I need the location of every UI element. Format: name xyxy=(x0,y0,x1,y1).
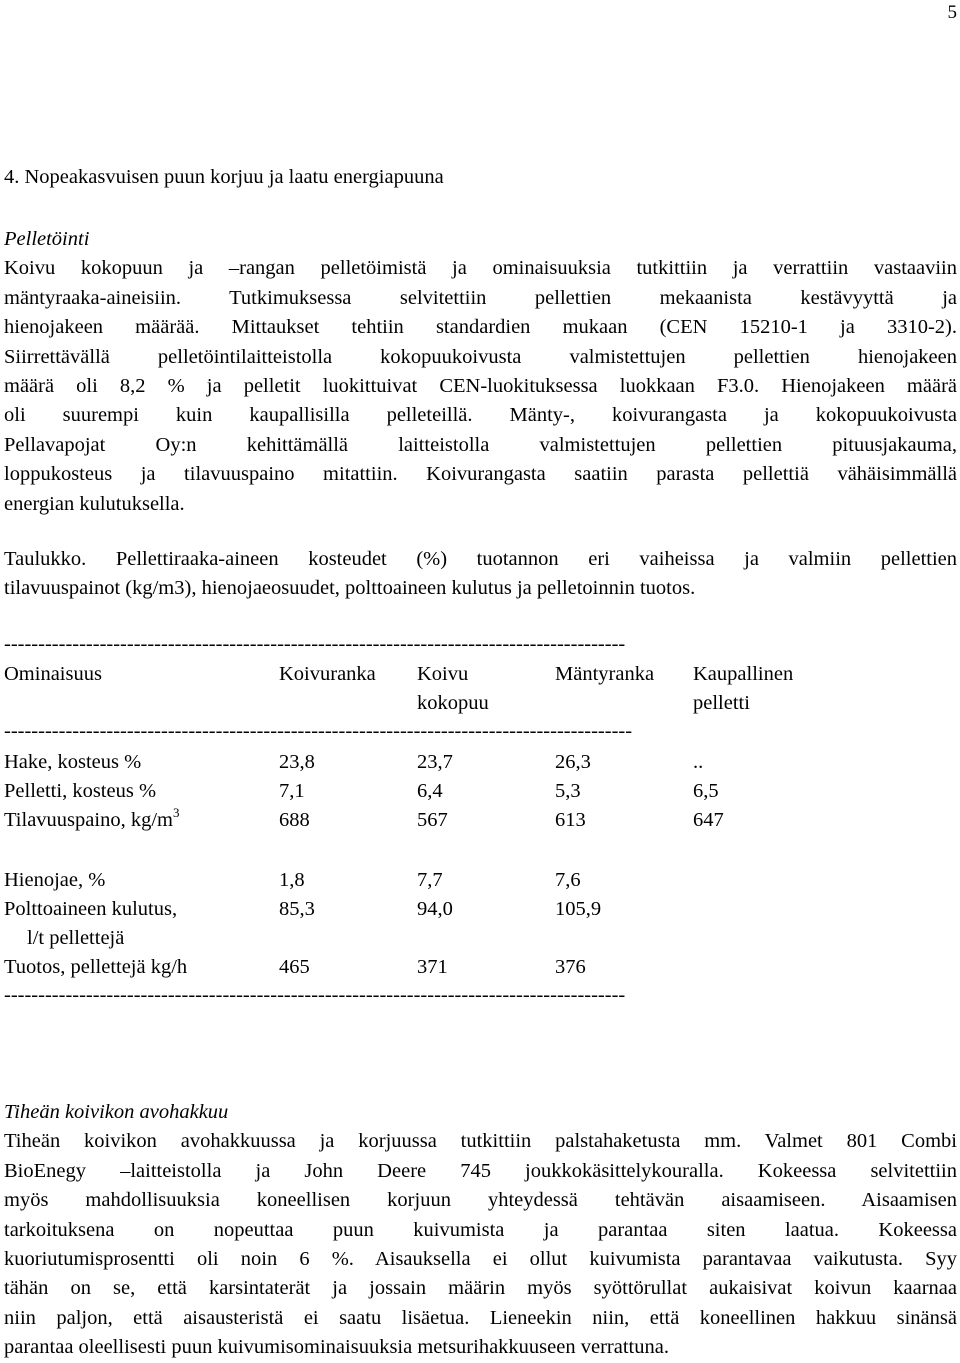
cell-mantyranka: 26,3 xyxy=(555,751,591,773)
header-koivuranka: Koivuranka xyxy=(279,663,376,685)
section-avohakkuu xyxy=(4,1098,957,1363)
table-rule-top: ------------------------------------------------------------------------------------------- xyxy=(4,633,626,655)
cell-mantyranka: 7,6 xyxy=(555,869,581,891)
paragraph-line: tarkoituksena on nopeuttaa puun kuivumista ja parantaa siten laatua. Kokeessa xyxy=(4,1218,957,1241)
paragraph-line: Tiheän koivikon avohakkuussa ja korjuussa tutkittiin palstahaketusta mm. Valmet 801 Combi xyxy=(4,1130,957,1153)
table-row xyxy=(4,866,944,895)
superscript-3: 3 xyxy=(172,805,180,820)
cell-kaupallinen: 647 xyxy=(693,809,724,831)
header-kaupallinen: Kaupallinen xyxy=(693,663,794,685)
cell-kaupallinen: .. xyxy=(693,751,704,773)
page-number: 5 xyxy=(947,2,957,23)
cell-mantyranka: 613 xyxy=(555,809,586,831)
subsection-title: Tiheän koivikon avohakkuu xyxy=(4,1101,229,1123)
paragraph-line: oli suurempi kuin kaupallisilla pelleteillä. Mänty-, koivurangasta ja kokopuukoivusta xyxy=(4,404,957,427)
row-label: Hienojae, % xyxy=(4,869,106,891)
paragraph-line: Koivu kokopuun ja –rangan pelletöimistä ja ominaisuuksia tutkittiin ja verrattiin vastaaviin xyxy=(4,257,957,280)
table-row xyxy=(4,953,944,982)
caption-line: tilavuuspainot (kg/m3), hienojaeosuudet, polttoaineen kulutus ja pelletoinnin tuotos. xyxy=(4,577,696,600)
row-label-text: Tilavuuspaino, kg/m xyxy=(4,809,173,831)
paragraph-line: hienojakeen määrää. Mittaukset tehtiin standardien mukaan (CEN 15210-1 ja 3310-2). xyxy=(4,316,957,339)
cell-koivuranka: 23,8 xyxy=(279,751,315,773)
cell-kaupallinen: 6,5 xyxy=(693,780,719,802)
paragraph-line: BioEnegy –laitteistolla ja John Deere 745 joukkokäsittelykouralla. Kokeessa selvitettiin xyxy=(4,1159,957,1182)
paragraph-line: tähän on se, että karsintaterät ja jossain määrin myös syöttörullat aukaisivat koivun kaarnaa xyxy=(4,1277,957,1300)
header-mantyranka: Mäntyranka xyxy=(555,663,655,685)
table-row-continuation xyxy=(4,924,944,953)
table-header-row xyxy=(4,660,944,689)
cell-koivuranka: 85,3 xyxy=(279,898,315,920)
row-label xyxy=(4,806,179,835)
row-label: Polttoaineen kulutus, xyxy=(4,898,178,920)
header-pelletti: pelletti xyxy=(693,692,750,714)
table-row xyxy=(4,806,944,835)
paragraph-line: Pellavapojat Oy:n kehittämällä laitteistolla valmistettujen pellettien pituusjakauma, xyxy=(4,433,957,456)
section-pelletointi xyxy=(4,225,957,519)
subsection-title: Pelletöinti xyxy=(4,228,90,250)
cell-mantyranka: 376 xyxy=(555,956,586,978)
cell-koivuranka: 1,8 xyxy=(279,869,305,891)
row-label: Tuotos, pellettejä kg/h xyxy=(4,956,188,978)
table-row xyxy=(4,777,944,806)
caption-line: Taulukko. Pellettiraaka-aineen kosteudet (%) tuotannon eri vaiheissa ja valmiin pellettien xyxy=(4,548,957,570)
cell-koivu-kokopuu: 94,0 xyxy=(417,898,453,920)
table-rule-bottom: ------------------------------------------------------------------------------------------- xyxy=(4,984,626,1006)
cell-koivuranka: 688 xyxy=(279,809,310,831)
paragraph-line: kuoriutumisprosentti oli noin 6 %. Aisauksella ei ollut kuivumista parantavaa vaikutusta. Syy xyxy=(4,1247,957,1270)
row-label-continuation: l/t pellettejä xyxy=(27,927,125,949)
table-caption xyxy=(4,545,957,604)
cell-koivu-kokopuu: 6,4 xyxy=(417,780,443,802)
header-kokopuu: kokopuu xyxy=(417,692,489,714)
paragraph-line: myös mahdollisuuksia koneellisen korjuun yhteydessä tehtävän aisaamiseen. Aisaamisen xyxy=(4,1189,957,1212)
cell-koivuranka: 465 xyxy=(279,956,310,978)
header-koivu: Koivu xyxy=(417,663,469,685)
table-row xyxy=(4,895,944,924)
header-ominaisuus: Ominaisuus xyxy=(4,663,102,685)
cell-koivu-kokopuu: 567 xyxy=(417,809,448,831)
cell-koivuranka: 7,1 xyxy=(279,780,305,802)
cell-mantyranka: 105,9 xyxy=(555,898,602,920)
paragraph-line: energian kulutuksella. xyxy=(4,492,185,515)
cell-koivu-kokopuu: 371 xyxy=(417,956,448,978)
table-row xyxy=(4,748,944,777)
row-label: Pelletti, kosteus % xyxy=(4,780,157,802)
paragraph-line: mäntyraaka-aineisiin. Tutkimuksessa selvitettiin pellettien mekaanista kestävyyttä ja xyxy=(4,286,957,309)
paragraph-line: loppukosteus ja tilavuuspaino mitattiin. Koivurangasta saatiin parasta pellettiä vähäisimmällä xyxy=(4,463,957,486)
cell-koivu-kokopuu: 23,7 xyxy=(417,751,453,773)
paragraph-line: Siirrettävällä pelletöintilaitteistolla kokopuukoivusta valmistettujen pellettien hienojakeen xyxy=(4,345,957,368)
cell-koivu-kokopuu: 7,7 xyxy=(417,869,443,891)
row-label: Hake, kosteus % xyxy=(4,751,142,773)
table-rule-mid: -------------------------------------------------------------------------------------------- xyxy=(4,720,633,742)
paragraph-line: parantaa oleellisesti puun kuivumisominaisuuksia metsurihakkuuseen verrattuna. xyxy=(4,1336,669,1359)
table-header-row-2 xyxy=(4,689,944,718)
paragraph-line: niin paljon, että aisausteristä ei saatu lisäetua. Lieneekin niin, että koneellinen hakkuu sinänsä xyxy=(4,1306,957,1329)
paragraph-line: määrä oli 8,2 % ja pelletit luokittuivat CEN-luokituksessa luokkaan F3.0. Hienojakeen määrä xyxy=(4,374,957,397)
section-heading: 4. Nopeakasvuisen puun korjuu ja laatu energiapuuna xyxy=(4,166,444,188)
cell-mantyranka: 5,3 xyxy=(555,780,581,802)
